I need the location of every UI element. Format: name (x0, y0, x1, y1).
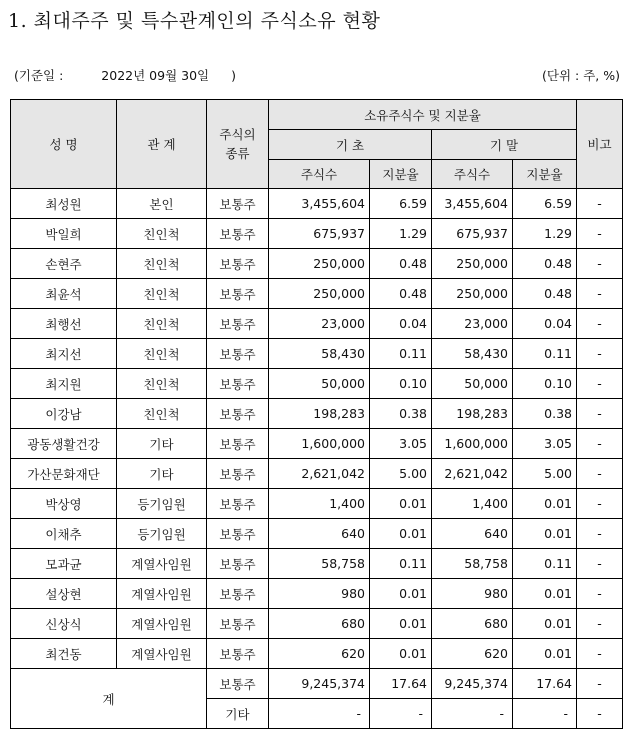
name-cell: 이채추 (11, 519, 117, 549)
begin-shares-cell: 680 (269, 609, 370, 639)
begin-shares-cell: - (269, 699, 370, 729)
note-cell: - (577, 549, 623, 579)
end-ratio-cell: 0.01 (513, 519, 577, 549)
table-body (11, 189, 623, 729)
begin-ratio-cell: 0.10 (370, 369, 432, 399)
begin-shares-cell: 9,245,374 (269, 669, 370, 699)
table-row (11, 399, 623, 429)
table-row (11, 219, 623, 249)
note-cell: - (577, 189, 623, 219)
begin-shares-cell: 3,455,604 (269, 189, 370, 219)
header-begin: 기 초 (269, 130, 432, 160)
table-row (11, 459, 623, 489)
begin-ratio-cell: 0.11 (370, 339, 432, 369)
stock-type-cell: 보통주 (207, 189, 269, 219)
relation-cell: 계열사임원 (117, 549, 207, 579)
note-cell: - (577, 489, 623, 519)
note-cell: - (577, 579, 623, 609)
begin-shares-cell: 58,430 (269, 339, 370, 369)
begin-shares-cell: 58,758 (269, 549, 370, 579)
note-cell: - (577, 459, 623, 489)
header-name: 성 명 (11, 100, 117, 189)
table-row (11, 249, 623, 279)
table-row (11, 639, 623, 669)
stock-type-cell: 보통주 (207, 219, 269, 249)
relation-cell: 계열사임원 (117, 609, 207, 639)
relation-cell: 친인척 (117, 399, 207, 429)
table-row (11, 579, 623, 609)
relation-cell: 친인척 (117, 249, 207, 279)
unit-label: (단위 : 주, %) (542, 68, 620, 83)
table-row (11, 609, 623, 639)
header-begin-shares: 주식수 (269, 160, 370, 189)
end-ratio-cell: 3.05 (513, 429, 577, 459)
name-cell: 설상현 (11, 579, 117, 609)
note-cell: - (577, 639, 623, 669)
name-cell: 최건동 (11, 639, 117, 669)
end-shares-cell: - (432, 699, 513, 729)
begin-ratio-cell: 17.64 (370, 669, 432, 699)
end-ratio-cell: 0.04 (513, 309, 577, 339)
begin-ratio-cell: 0.01 (370, 609, 432, 639)
relation-cell: 기타 (117, 429, 207, 459)
end-ratio-cell: 6.59 (513, 189, 577, 219)
name-cell: 최지선 (11, 339, 117, 369)
note-cell: - (577, 279, 623, 309)
begin-shares-cell: 50,000 (269, 369, 370, 399)
end-shares-cell: 680 (432, 609, 513, 639)
stock-type-cell: 보통주 (207, 549, 269, 579)
end-ratio-cell: 0.10 (513, 369, 577, 399)
end-shares-cell: 23,000 (432, 309, 513, 339)
stock-type-cell: 보통주 (207, 609, 269, 639)
base-date-suffix: ) (231, 68, 236, 83)
table-row (11, 279, 623, 309)
stock-type-cell: 보통주 (207, 639, 269, 669)
relation-cell: 등기임원 (117, 519, 207, 549)
end-shares-cell: 1,600,000 (432, 429, 513, 459)
end-ratio-cell: 0.01 (513, 579, 577, 609)
end-shares-cell: 9,245,374 (432, 669, 513, 699)
relation-cell: 친인척 (117, 369, 207, 399)
begin-ratio-cell: 0.04 (370, 309, 432, 339)
note-cell: - (577, 339, 623, 369)
header-stock-type: 주식의 종류 (207, 100, 269, 189)
base-date-prefix: (기준일 : (14, 68, 64, 83)
stock-type-cell: 보통주 (207, 309, 269, 339)
name-cell: 광동생활건강 (11, 429, 117, 459)
relation-cell: 계열사임원 (117, 639, 207, 669)
name-cell: 최행선 (11, 309, 117, 339)
begin-ratio-cell: 0.48 (370, 279, 432, 309)
end-shares-cell: 620 (432, 639, 513, 669)
end-ratio-cell: 1.29 (513, 219, 577, 249)
begin-ratio-cell: - (370, 699, 432, 729)
begin-ratio-cell: 1.29 (370, 219, 432, 249)
note-cell: - (577, 609, 623, 639)
begin-shares-cell: 980 (269, 579, 370, 609)
table-row (11, 549, 623, 579)
total-row (11, 669, 623, 699)
note-cell: - (577, 369, 623, 399)
relation-cell: 본인 (117, 189, 207, 219)
end-ratio-cell: 0.11 (513, 339, 577, 369)
begin-shares-cell: 2,621,042 (269, 459, 370, 489)
stock-type-cell: 보통주 (207, 369, 269, 399)
header-note: 비고 (577, 100, 623, 189)
name-cell: 박상영 (11, 489, 117, 519)
note-cell: - (577, 249, 623, 279)
total-label: 계 (11, 669, 207, 729)
header-end-shares: 주식수 (432, 160, 513, 189)
begin-shares-cell: 23,000 (269, 309, 370, 339)
end-ratio-cell: 5.00 (513, 459, 577, 489)
begin-shares-cell: 250,000 (269, 249, 370, 279)
name-cell: 손현주 (11, 249, 117, 279)
note-cell: - (577, 219, 623, 249)
name-cell: 박일희 (11, 219, 117, 249)
relation-cell: 친인척 (117, 279, 207, 309)
name-cell: 모과균 (11, 549, 117, 579)
end-shares-cell: 250,000 (432, 279, 513, 309)
relation-cell: 친인척 (117, 219, 207, 249)
begin-ratio-cell: 0.01 (370, 489, 432, 519)
end-shares-cell: 50,000 (432, 369, 513, 399)
name-cell: 신상식 (11, 609, 117, 639)
begin-ratio-cell: 0.38 (370, 399, 432, 429)
stock-type-cell: 보통주 (207, 339, 269, 369)
table-row (11, 309, 623, 339)
end-ratio-cell: 0.38 (513, 399, 577, 429)
end-shares-cell: 640 (432, 519, 513, 549)
end-ratio-cell: 0.11 (513, 549, 577, 579)
note-cell: - (577, 309, 623, 339)
begin-ratio-cell: 0.48 (370, 249, 432, 279)
end-shares-cell: 980 (432, 579, 513, 609)
table-row (11, 519, 623, 549)
end-shares-cell: 58,758 (432, 549, 513, 579)
relation-cell: 친인척 (117, 339, 207, 369)
header-relation: 관 계 (117, 100, 207, 189)
begin-shares-cell: 198,283 (269, 399, 370, 429)
header-ownership: 소유주식수 및 지분율 (269, 100, 577, 130)
begin-shares-cell: 1,400 (269, 489, 370, 519)
name-cell: 최성원 (11, 189, 117, 219)
note-cell: - (577, 699, 623, 729)
header-end: 기 말 (432, 130, 577, 160)
end-shares-cell: 675,937 (432, 219, 513, 249)
stock-type-cell: 보통주 (207, 519, 269, 549)
note-cell: - (577, 429, 623, 459)
end-ratio-cell: 0.48 (513, 279, 577, 309)
begin-ratio-cell: 3.05 (370, 429, 432, 459)
stock-type-cell: 보통주 (207, 669, 269, 699)
name-cell: 이강남 (11, 399, 117, 429)
stock-type-cell: 보통주 (207, 249, 269, 279)
end-shares-cell: 3,455,604 (432, 189, 513, 219)
begin-shares-cell: 640 (269, 519, 370, 549)
begin-ratio-cell: 0.01 (370, 579, 432, 609)
begin-shares-cell: 1,600,000 (269, 429, 370, 459)
begin-shares-cell: 250,000 (269, 279, 370, 309)
end-ratio-cell: - (513, 699, 577, 729)
note-cell: - (577, 399, 623, 429)
end-ratio-cell: 0.48 (513, 249, 577, 279)
begin-ratio-cell: 6.59 (370, 189, 432, 219)
stock-type-cell: 보통주 (207, 279, 269, 309)
end-shares-cell: 58,430 (432, 339, 513, 369)
base-date-line (14, 66, 236, 84)
begin-ratio-cell: 5.00 (370, 459, 432, 489)
table-row (11, 429, 623, 459)
stock-type-cell: 보통주 (207, 579, 269, 609)
relation-cell: 기타 (117, 459, 207, 489)
relation-cell: 친인척 (117, 309, 207, 339)
stock-type-cell: 보통주 (207, 489, 269, 519)
name-cell: 최윤석 (11, 279, 117, 309)
end-shares-cell: 250,000 (432, 249, 513, 279)
shareholding-table (10, 99, 623, 729)
end-ratio-cell: 0.01 (513, 609, 577, 639)
name-cell: 최지원 (11, 369, 117, 399)
name-cell: 가산문화재단 (11, 459, 117, 489)
begin-ratio-cell: 0.01 (370, 639, 432, 669)
base-date: 2022년 09월 30일 (101, 68, 210, 83)
begin-ratio-cell: 0.11 (370, 549, 432, 579)
note-cell: - (577, 519, 623, 549)
page-title: 1. 최대주주 및 특수관계인의 주식소유 현황 (8, 10, 381, 32)
end-shares-cell: 198,283 (432, 399, 513, 429)
relation-cell: 계열사임원 (117, 579, 207, 609)
header-begin-ratio: 지분율 (370, 160, 432, 189)
stock-type-cell: 보통주 (207, 429, 269, 459)
stock-type-cell: 보통주 (207, 399, 269, 429)
end-shares-cell: 2,621,042 (432, 459, 513, 489)
end-shares-cell: 1,400 (432, 489, 513, 519)
table-row (11, 369, 623, 399)
stock-type-cell: 기타 (207, 699, 269, 729)
end-ratio-cell: 17.64 (513, 669, 577, 699)
end-ratio-cell: 0.01 (513, 489, 577, 519)
table-row (11, 339, 623, 369)
table-row (11, 489, 623, 519)
begin-shares-cell: 675,937 (269, 219, 370, 249)
end-ratio-cell: 0.01 (513, 639, 577, 669)
begin-ratio-cell: 0.01 (370, 519, 432, 549)
relation-cell: 등기임원 (117, 489, 207, 519)
stock-type-cell: 보통주 (207, 459, 269, 489)
note-cell: - (577, 669, 623, 699)
begin-shares-cell: 620 (269, 639, 370, 669)
header-end-ratio: 지분율 (513, 160, 577, 189)
table-row (11, 189, 623, 219)
